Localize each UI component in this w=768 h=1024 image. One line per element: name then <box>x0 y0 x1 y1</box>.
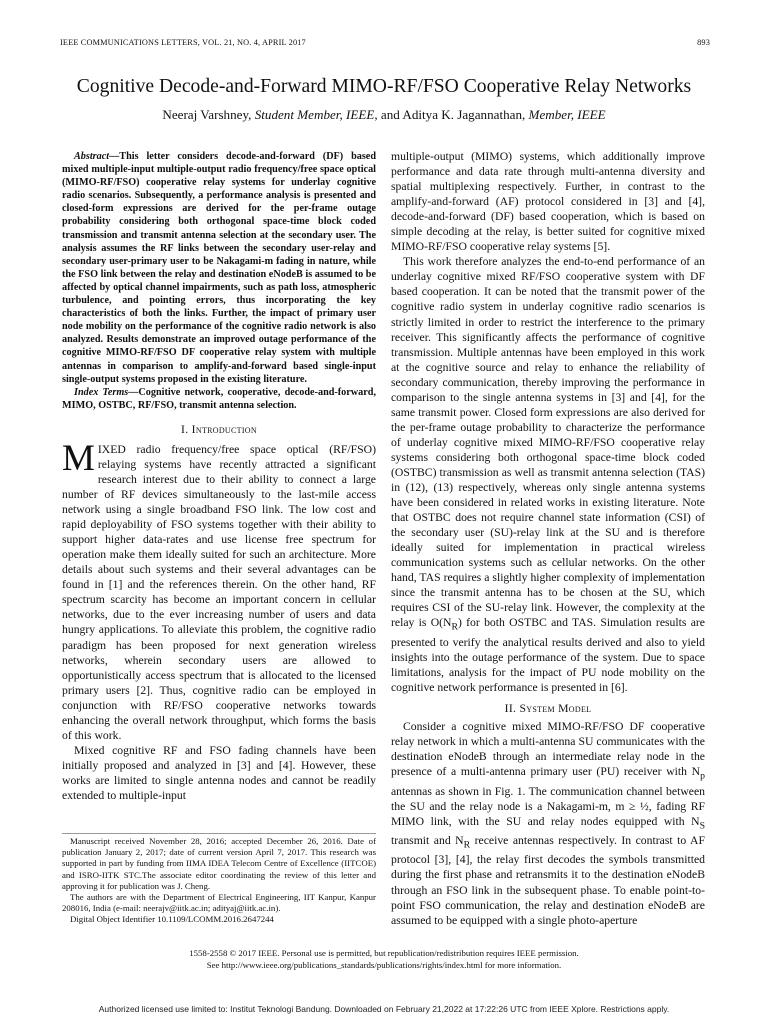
right-paragraph-2-text: This work therefore analyzes the end-to-end performance of an underlay cognitive mixed RF/FSO cooperative system with DF based cooperation. It can be noted that the transmit power of the cognitive radio system in underlay cognitive radio scenarios is strictly limited in order to restrict the interference to the primary receiver. This significantly affects the performance of cognitive transmission. Multiple antennas have been employed in this work at the cognitive source and relay to enhance the reliability of secondary communication, thereby improving the performance in comparison to the single antenna systems in [3] and [4], for the same transmit power. Closed form expressions are also derived for the per-frame outage probability to characterize the performance of underlay cognitive mixed MIMO-RF/FSO cooperative relay systems considering both orthogonal space-time block coded (OSTBC) transmission as well as transmit antenna selection (TAS) in (12), (13) respectively, whereas only single antenna systems have been considered in related works in existing literature. Note that OSTBC does not require channel state information (CSI) of the secondary user (SU)-relay link at the SU and is therefore ideally suited for implementation in practical wireless communication systems such as cellular networks. On the other hand, TAS requires a slightly higher complexity of implementation since the transmit antenna has to be chosen at the SU, which requires CSI of the SU-relay link. However, the complexity at the relay is O(N <box>391 255 705 630</box>
intro-paragraph-2: Mixed cognitive RF and FSO fading channels have been initially proposed and analyzed in [3] and [4]. However, these works are limited to single antenna nodes and cannot be readily extended to multiple-input <box>62 743 376 802</box>
subscript-s: S <box>699 820 705 831</box>
system-paragraph-1-text: Consider a cognitive mixed MIMO-RF/FSO DF cooperative relay network in which a multi-antenna SU communicates with the destination eNodeB through an intermediate relay node in the presence of a multi-antenna primary user (PU) receiver with N <box>391 720 705 779</box>
abstract-lead: Abstract— <box>74 151 120 162</box>
copyright-line-2: See http://www.ieee.org/publications_standards/publications/rights/index.html for more information. <box>206 959 562 970</box>
system-paragraph-1-d: receive antennas respectively. In contrast to AF protocol [3], [4], the relay first decodes the symbols transmitted during the first phase and retransmits it to the destination eNodeB through an FSO link in the subsequent phase. To enable point-to-point FSO communication, the relay and destination eNodeB are assumed to be equipped with a single photo-aperture <box>391 834 705 927</box>
drop-cap: M <box>62 437 95 479</box>
intro-paragraph-1 <box>62 437 376 743</box>
left-column <box>62 150 376 803</box>
intro-paragraph-1-text: IXED radio frequency/free space optical (RF/FSO) relaying systems have recently attracted a significant research interest due to their ability to connect a large number of RF devices simultaneously to the last-mile access network using a single broadband FSO link. The low cost and rapid deployability of FSO systems together with their ability to support higher data-rates and use license free spectrum for operation make them ideally suited for such an architecture. More details about such systems and their several advantages can be found in [1] and the references therein. On the other hand, RF spectrum scarcity has become an important concern in cellular networks, due to the ever increasing number of users and data hungry applications. To alleviate this problem, the cognitive radio paradigm has been proposed for next generation wireless networks, wherein secondary users are allowed to opportunistically access spectrum that is allocated to the licensed primary users [2]. Thus, cognitive radio can be employed in conjunction with RF/FSO cooperative networks towards enhancing the overall network throughput, which forms the basis of this work. <box>62 442 376 742</box>
authorized-use-notice: Authorized licensed use limited to: Institut Teknologi Bandung. Downloaded on February 21,2022 at 17:22:26 UTC from IEEE Xplore. Restrictions apply. <box>98 1004 670 1014</box>
footnote-doi: Digital Object Identifier 10.1109/LCOMM.2016.2647244 <box>70 914 274 925</box>
system-paragraph-1-b: antennas as shown in Fig. 1. The communication channel between the SU and the relay node is a Nakagami-m, m ≥ ½, fading RF MIMO link, with the SU and relay nodes equipped with N <box>391 784 705 828</box>
system-paragraph-1-c: transmit and N <box>391 834 464 848</box>
footnote <box>62 833 376 926</box>
system-paragraph-1 <box>391 719 705 928</box>
copyright-line-1: 1558-2558 © 2017 IEEE. Personal use is permitted, but republication/redistribution requires IEEE permission. <box>189 948 579 958</box>
copyright-notice <box>60 948 708 971</box>
footnote-received: Manuscript received November 28, 2016; accepted December 26, 2016. Date of publication January 2, 2017; date of current version April 7, 2017. This research was supported in part by funding from IIMA IDEA Telecom Centre of Excellence (IITCOE) and ISRO-IITK STC.The associate editor coordinating the review of this letter and approving it for publication was J. Cheng. <box>62 836 376 891</box>
index-terms <box>62 386 376 412</box>
subscript-p: p <box>700 770 705 782</box>
page-number: 893 <box>697 38 710 47</box>
subscript-r2: R <box>463 839 471 851</box>
author-line <box>40 106 728 124</box>
author-separator: , and Aditya K. Jagannathan, <box>374 107 526 122</box>
right-column <box>391 149 705 928</box>
footnote-affiliation: The authors are with the Department of Electrical Engineering, IIT Kanpur, Kanpur 208016, India (e-mail: neerajv@iitk.ac.in; adityaj@iitk.ac.in). <box>62 892 376 914</box>
section-heading-introduction: I. Introduction <box>181 422 257 436</box>
index-terms-text: Cognitive network, cooperative, decode-and-forward, MIMO, OSTBC, RF/FSO, transmit antenna selection. <box>62 386 376 411</box>
subscript-r: R <box>451 621 458 633</box>
index-terms-lead: Index Terms— <box>74 386 139 398</box>
right-paragraph-2-end: ) for both OSTBC and TAS. Simulation results are presented to verify the analytical results derived and also to yield insights into the outage performance of the system. Due to space limitations, analysis for the impact of PU node mobility on the cognitive network performance is presented in [6]. <box>391 616 705 694</box>
paper-title: Cognitive Decode-and-Forward MIMO-RF/FSO Cooperative Relay Networks <box>76 76 692 97</box>
author-2-role: Member, IEEE <box>528 107 606 122</box>
author-1: Neeraj Varshney, <box>162 107 252 122</box>
journal-info: IEEE COMMUNICATIONS LETTERS, VOL. 21, NO. 4, APRIL 2017 <box>60 38 306 47</box>
right-paragraph-2 <box>391 254 705 695</box>
running-head <box>60 38 710 47</box>
section-heading-system-model: II. System Model <box>504 702 592 716</box>
author-1-role: Student Member, IEEE <box>254 107 375 122</box>
abstract-text: This letter considers decode-and-forward (DF) based mixed multiple-input multiple-output radio frequency/free space optical (MIMO-RF/FSO) cooperative relay systems for underlay cognitive radio scenarios. Subsequently, a performance analysis is presented and closed-form expressions are derived for the per-frame outage probability considering both orthogonal space-time block coded transmission and transmit antenna selection at the secondary user. The analysis assumes the RF links between the secondary user-relay and secondary user-primary user to be Nakagami-m fading in nature, while the FSO link between the relay and destination eNodeB is assumed to be affected by optical channel impairments, such as path loss, atmospheric turbulence, and pointing errors, thus incorporating the key characteristics of both the links. Further, the impact of primary user node mobility on the performance of the cognitive radio network is also analyzed. Results demonstrate an improved outage performance of the cognitive MIMO-RF/FSO DF cooperative relay system with multiple antennas in comparison to amplify-and-forward based single-input single-output systems proposed in the existing literature. <box>62 151 376 385</box>
abstract <box>62 150 376 386</box>
right-paragraph-1: multiple-output (MIMO) systems, which additionally improve performance and data rate through multi-antenna diversity and spatial multiplexing respectively. Further, in contrast to the amplify-and-forward (AF) protocol considered in [3] and [4], decode-and-forward (DF) based cooperation, which is based on simple decoding at the relay, is better suited for cognitive mixed MIMO-RF/FSO cooperative relay systems [5]. <box>391 150 705 254</box>
